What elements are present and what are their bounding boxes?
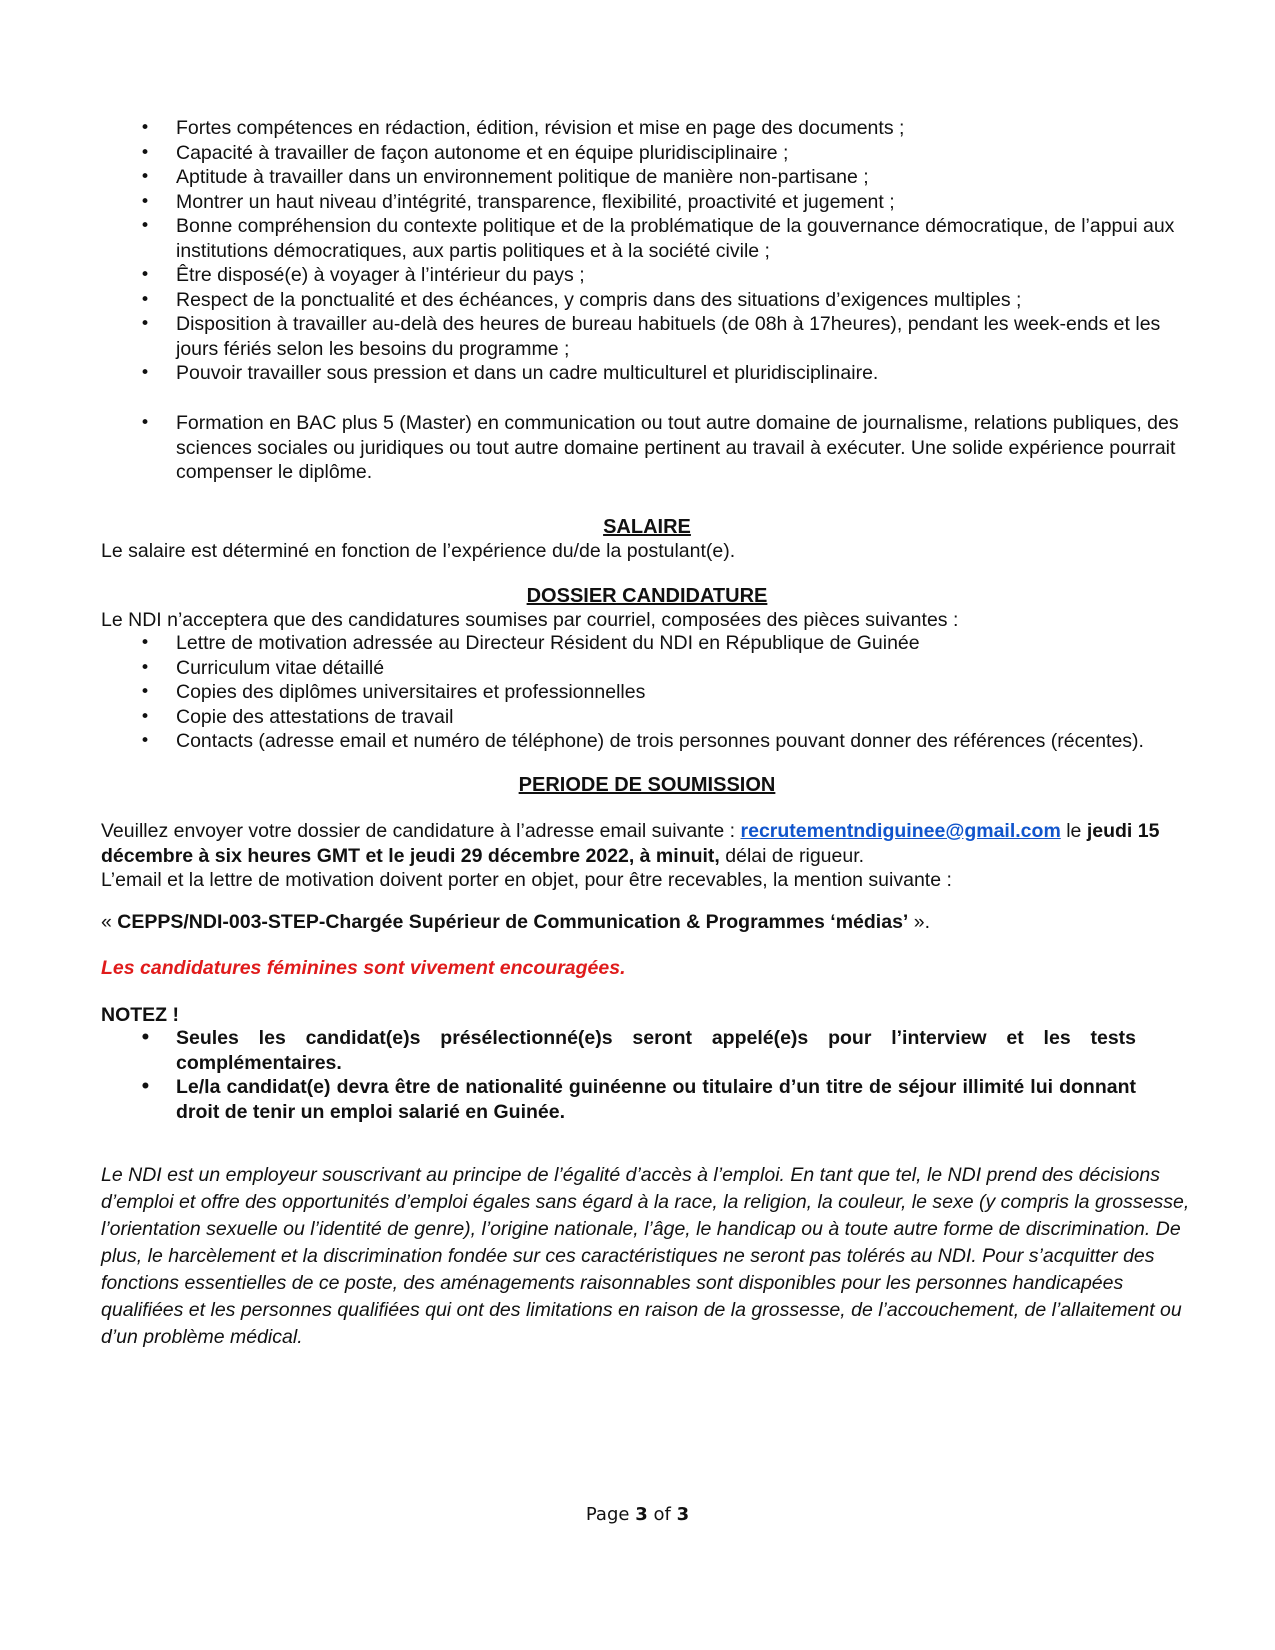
salaire-text: Le salaire est déterminé en fonction de l’expérience du/de la postulant(e). bbox=[101, 540, 736, 562]
dossier-list bbox=[101, 631, 1196, 754]
list-item: • Formation en BAC plus 5 (Master) en communication ou tout autre domaine de journalisme, relations publiques, des sciences sociales ou juridiques ou tout autre domaine pertinent au travail à exécuter. Une solide expérience pourrait compenser le diplôme. bbox=[101, 411, 1196, 485]
deadline-tail: délai de rigueur. bbox=[725, 844, 865, 867]
list-item: • Être disposé(e) à voyager à l’intérieur du pays ; bbox=[101, 263, 1196, 288]
submission-paragraph bbox=[101, 819, 1201, 893]
notez-heading: NOTEZ ! bbox=[101, 1004, 179, 1026]
list-item: • Lettre de motivation adressée au Directeur Résident du NDI en République de Guinée bbox=[101, 631, 1196, 656]
dossier-heading: DOSSIER CANDIDATURE bbox=[526, 585, 768, 607]
page-word: Page bbox=[585, 1504, 630, 1525]
total-pages: 3 bbox=[676, 1504, 690, 1525]
list-item: • Respect de la ponctualité et des échéances, y compris dans des situations d’exigences multiples ; bbox=[101, 288, 1196, 313]
dossier-intro: Le NDI n’acceptera que des candidatures soumises par courriel, composées des pièces suivantes : bbox=[101, 609, 959, 631]
email-link[interactable]: recrutementndiguinee@gmail.com bbox=[740, 820, 1061, 842]
list-item: • Pouvoir travailler sous pression et dans un cadre multiculturel et pluridisciplinaire. bbox=[101, 361, 1196, 386]
periode-heading: PERIODE DE SOUMISSION bbox=[518, 774, 776, 796]
quote-close: ». bbox=[913, 911, 931, 933]
encouragement-text: Les candidatures féminines sont vivement encouragées. bbox=[101, 957, 626, 979]
list-item: • Seules les candidat(e)s présélectionné(e)s seront appelé(e)s pour l’interview et les tests complémentaires. bbox=[101, 1026, 1136, 1075]
list-item: • Copies des diplômes universitaires et professionnelles bbox=[101, 680, 1196, 705]
list-item: • Bonne compréhension du contexte politique et de la problématique de la gouvernance démocratique, de l’appui aux institutions démocratiques, aux partis politiques et à la société civile ; bbox=[101, 214, 1196, 263]
current-page: 3 bbox=[635, 1504, 648, 1525]
education-list bbox=[101, 411, 1196, 485]
list-item: • Le/la candidat(e) devra être de nationalité guinéenne ou titulaire d’un titre de séjour illimité lui donnant droit de tenir un emploi salarié en Guinée. bbox=[101, 1075, 1136, 1124]
list-item: • Copie des attestations de travail bbox=[101, 705, 1196, 730]
list-item: • Curriculum vitae détaillé bbox=[101, 656, 1196, 681]
notez-list bbox=[101, 1026, 1136, 1124]
skills-list bbox=[101, 116, 1196, 386]
list-item: • Montrer un haut niveau d’intégrité, transparence, flexibilité, proactivité et jugement ; bbox=[101, 190, 1196, 215]
page-footer bbox=[0, 1503, 1275, 1528]
submission-intro: Veuillez envoyer votre dossier de candidature à l’adresse email suivante : bbox=[101, 820, 736, 842]
list-item: • Aptitude à travailler dans un environnement politique de manière non-partisane ; bbox=[101, 165, 1196, 190]
of-word: of bbox=[653, 1504, 671, 1525]
list-item: • Contacts (adresse email et numéro de téléphone) de trois personnes pouvant donner des références (récentes). bbox=[101, 729, 1196, 754]
reference-code: CEPPS/NDI-003-STEP-Chargée Supérieur de Communication & Programmes ‘médias’ bbox=[117, 911, 909, 933]
objet-text: L’email et la lettre de motivation doivent porter en objet, pour être recevables, la mention suivante : bbox=[101, 869, 952, 891]
list-item: • Fortes compétences en rédaction, édition, révision et mise en page des documents ; bbox=[101, 116, 1196, 141]
salaire-heading: SALAIRE bbox=[603, 516, 691, 538]
quote-open: « bbox=[101, 911, 112, 933]
le-word: le bbox=[1066, 820, 1082, 842]
reference-line bbox=[101, 910, 1201, 935]
deadline: jeudi 15 décembre à six heures GMT et le jeudi 29 décembre 2022, à minuit, bbox=[101, 820, 1160, 867]
list-item: • Disposition à travailler au-delà des heures de bureau habituels (de 08h à 17heures), pendant les week-ends et les jours fériés selon les besoins du programme ; bbox=[101, 312, 1196, 361]
equal-opportunity-statement: Le NDI est un employeur souscrivant au principe de l’égalité d’accès à l’emploi. En tant que tel, le NDI prend des décisions d’emploi et offre des opportunités d’emploi égales sans égard à la race, la religion, la couleur, le sexe (y compris la grossesse, l’orientation sexuelle ou l’identité de genre), l’origine nationale, l’âge, le handicap ou à toute autre forme de discrimination. De plus, le harcèlement et la discrimination fondée sur ces caractéristiques ne seront pas tolérés au NDI. Pour s’acquitter des fonctions essentielles de ce poste, des aménagements raisonnables sont disponibles pour les personnes handicapées qualifiées et les personnes qualifiées qui ont des limitations en raison de la grossesse, de l’accouchement, de l’allaitement ou d’un problème médical. bbox=[101, 1164, 1190, 1348]
list-item: • Capacité à travailler de façon autonome et en équipe pluridisciplinaire ; bbox=[101, 141, 1196, 166]
